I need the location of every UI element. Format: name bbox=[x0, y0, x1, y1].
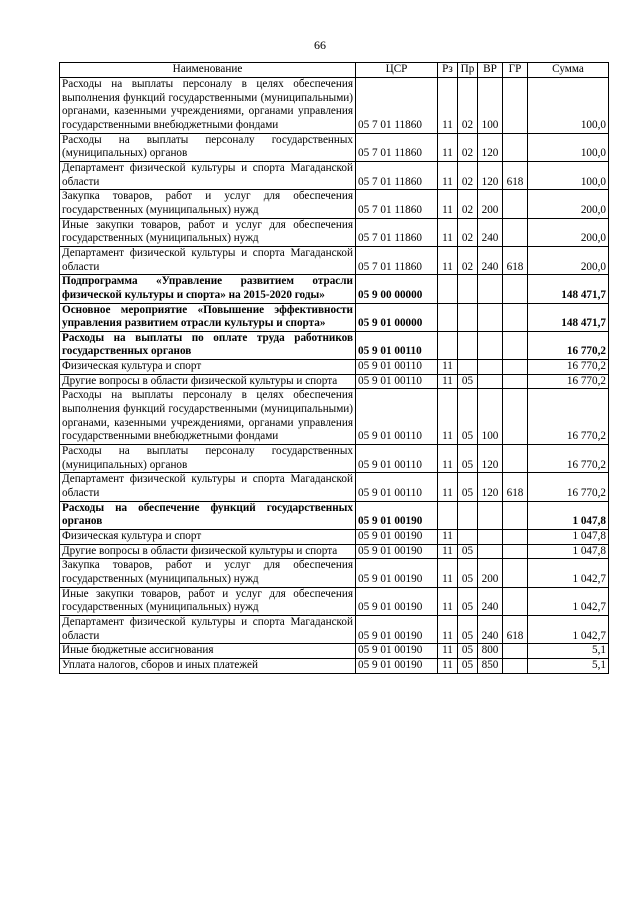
cell-gr: 618 bbox=[503, 473, 528, 501]
cell-csr: 05 9 01 00190 bbox=[356, 501, 438, 529]
header-pr: Пр bbox=[458, 63, 478, 78]
cell-rz bbox=[438, 501, 458, 529]
header-csr: ЦСР bbox=[356, 63, 438, 78]
cell-sum: 5,1 bbox=[528, 644, 609, 659]
cell-name: Подпрограмма «Управление развитием отрасли физической культуры и спорта» на 2015-2020 годы» bbox=[60, 275, 356, 303]
cell-rz: 11 bbox=[438, 374, 458, 389]
cell-vr: 120 bbox=[478, 473, 503, 501]
cell-csr: 05 9 01 00110 bbox=[356, 360, 438, 375]
cell-gr bbox=[503, 303, 528, 331]
cell-csr: 05 9 01 00190 bbox=[356, 587, 438, 615]
cell-pr: 05 bbox=[458, 389, 478, 445]
cell-sum: 1 042,7 bbox=[528, 559, 609, 587]
cell-pr bbox=[458, 360, 478, 375]
table-row bbox=[60, 658, 609, 673]
budget-table bbox=[59, 62, 609, 674]
cell-pr: 05 bbox=[458, 559, 478, 587]
cell-vr: 100 bbox=[478, 78, 503, 134]
cell-rz: 11 bbox=[438, 78, 458, 134]
cell-rz: 11 bbox=[438, 587, 458, 615]
cell-name: Расходы на выплаты персоналу государственных (муниципальных) органов bbox=[60, 133, 356, 161]
cell-rz: 11 bbox=[438, 161, 458, 189]
cell-pr: 05 bbox=[458, 644, 478, 659]
cell-sum: 1 047,8 bbox=[528, 530, 609, 545]
cell-pr: 05 bbox=[458, 544, 478, 559]
cell-rz: 11 bbox=[438, 218, 458, 246]
cell-name: Иные бюджетные ассигнования bbox=[60, 644, 356, 659]
cell-pr: 05 bbox=[458, 445, 478, 473]
cell-rz: 11 bbox=[438, 559, 458, 587]
cell-csr: 05 9 01 00110 bbox=[356, 331, 438, 359]
table-row bbox=[60, 161, 609, 189]
cell-csr: 05 7 01 11860 bbox=[356, 190, 438, 218]
cell-csr: 05 9 01 00190 bbox=[356, 544, 438, 559]
cell-pr bbox=[458, 530, 478, 545]
cell-sum: 100,0 bbox=[528, 78, 609, 134]
cell-gr bbox=[503, 133, 528, 161]
cell-rz: 11 bbox=[438, 360, 458, 375]
cell-csr: 05 9 01 00190 bbox=[356, 530, 438, 545]
cell-rz bbox=[438, 303, 458, 331]
cell-rz bbox=[438, 331, 458, 359]
cell-csr: 05 9 01 00000 bbox=[356, 303, 438, 331]
cell-name: Расходы на выплаты персоналу государственных (муниципальных) органов bbox=[60, 445, 356, 473]
cell-vr bbox=[478, 530, 503, 545]
cell-gr bbox=[503, 275, 528, 303]
cell-pr: 05 bbox=[458, 658, 478, 673]
cell-csr: 05 7 01 11860 bbox=[356, 218, 438, 246]
cell-vr: 240 bbox=[478, 615, 503, 643]
cell-vr: 800 bbox=[478, 644, 503, 659]
table-row bbox=[60, 190, 609, 218]
cell-pr bbox=[458, 331, 478, 359]
cell-vr: 240 bbox=[478, 218, 503, 246]
cell-vr bbox=[478, 374, 503, 389]
cell-name: Расходы на выплаты персоналу в целях обеспечения выполнения функций государственными (муниципальными) органами, казенными учреждениями, органами управления государственными внебюджетными фондами bbox=[60, 389, 356, 445]
cell-pr: 02 bbox=[458, 246, 478, 274]
cell-rz: 11 bbox=[438, 530, 458, 545]
cell-pr: 05 bbox=[458, 473, 478, 501]
cell-vr bbox=[478, 331, 503, 359]
cell-name: Расходы на выплаты по оплате труда работников государственных органов bbox=[60, 331, 356, 359]
cell-sum: 16 770,2 bbox=[528, 360, 609, 375]
cell-vr bbox=[478, 544, 503, 559]
cell-csr: 05 7 01 11860 bbox=[356, 133, 438, 161]
cell-gr bbox=[503, 587, 528, 615]
cell-csr: 05 7 01 11860 bbox=[356, 161, 438, 189]
cell-vr: 200 bbox=[478, 559, 503, 587]
cell-csr: 05 7 01 11860 bbox=[356, 78, 438, 134]
cell-gr bbox=[503, 331, 528, 359]
cell-vr: 100 bbox=[478, 389, 503, 445]
cell-sum: 16 770,2 bbox=[528, 473, 609, 501]
table-row bbox=[60, 544, 609, 559]
cell-name: Физическая культура и спорт bbox=[60, 530, 356, 545]
cell-sum: 200,0 bbox=[528, 218, 609, 246]
cell-rz: 11 bbox=[438, 133, 458, 161]
table-row bbox=[60, 303, 609, 331]
cell-name: Другие вопросы в области физической культуры и спорта bbox=[60, 544, 356, 559]
cell-vr: 120 bbox=[478, 445, 503, 473]
table-row bbox=[60, 331, 609, 359]
cell-name: Закупка товаров, работ и услуг для обеспечения государственных (муниципальных) нужд bbox=[60, 559, 356, 587]
table-row bbox=[60, 360, 609, 375]
cell-rz: 11 bbox=[438, 473, 458, 501]
cell-csr: 05 9 01 00190 bbox=[356, 658, 438, 673]
cell-csr: 05 9 01 00110 bbox=[356, 389, 438, 445]
table-row bbox=[60, 501, 609, 529]
cell-sum: 16 770,2 bbox=[528, 389, 609, 445]
cell-name: Расходы на выплаты персоналу в целях обеспечения выполнения функций государственными (муниципальными) органами, казенными учреждениями, органами управления государственными внебюджетными фондами bbox=[60, 78, 356, 134]
cell-sum: 5,1 bbox=[528, 658, 609, 673]
cell-pr bbox=[458, 501, 478, 529]
cell-csr: 05 9 00 00000 bbox=[356, 275, 438, 303]
table-row bbox=[60, 445, 609, 473]
cell-sum: 1 047,8 bbox=[528, 544, 609, 559]
cell-pr bbox=[458, 303, 478, 331]
cell-csr: 05 9 01 00110 bbox=[356, 374, 438, 389]
cell-gr bbox=[503, 374, 528, 389]
table-row bbox=[60, 644, 609, 659]
cell-rz: 11 bbox=[438, 658, 458, 673]
cell-name: Департамент физической культуры и спорта Магаданской области bbox=[60, 246, 356, 274]
cell-gr bbox=[503, 559, 528, 587]
cell-gr bbox=[503, 445, 528, 473]
cell-vr: 240 bbox=[478, 246, 503, 274]
cell-name: Департамент физической культуры и спорта Магаданской области bbox=[60, 615, 356, 643]
cell-sum: 1 047,8 bbox=[528, 501, 609, 529]
cell-csr: 05 9 01 00110 bbox=[356, 473, 438, 501]
cell-pr: 02 bbox=[458, 161, 478, 189]
cell-name: Уплата налогов, сборов и иных платежей bbox=[60, 658, 356, 673]
header-sum: Сумма bbox=[528, 63, 609, 78]
cell-vr: 120 bbox=[478, 161, 503, 189]
cell-pr bbox=[458, 275, 478, 303]
cell-csr: 05 9 01 00190 bbox=[356, 615, 438, 643]
cell-rz: 11 bbox=[438, 644, 458, 659]
cell-pr: 02 bbox=[458, 218, 478, 246]
cell-pr: 05 bbox=[458, 587, 478, 615]
header-vr: ВР bbox=[478, 63, 503, 78]
header-gr: ГР bbox=[503, 63, 528, 78]
cell-csr: 05 9 01 00190 bbox=[356, 644, 438, 659]
header-rz: Рз bbox=[438, 63, 458, 78]
cell-sum: 100,0 bbox=[528, 133, 609, 161]
cell-sum: 148 471,7 bbox=[528, 303, 609, 331]
table-row bbox=[60, 473, 609, 501]
cell-name: Департамент физической культуры и спорта Магаданской области bbox=[60, 161, 356, 189]
table-body bbox=[60, 78, 609, 674]
cell-gr bbox=[503, 530, 528, 545]
cell-csr: 05 9 01 00190 bbox=[356, 559, 438, 587]
cell-gr bbox=[503, 644, 528, 659]
cell-vr bbox=[478, 501, 503, 529]
cell-vr: 200 bbox=[478, 190, 503, 218]
cell-pr: 05 bbox=[458, 615, 478, 643]
cell-sum: 1 042,7 bbox=[528, 615, 609, 643]
cell-gr bbox=[503, 389, 528, 445]
cell-gr bbox=[503, 658, 528, 673]
cell-vr: 240 bbox=[478, 587, 503, 615]
cell-gr bbox=[503, 360, 528, 375]
cell-gr: 618 bbox=[503, 246, 528, 274]
cell-gr: 618 bbox=[503, 161, 528, 189]
cell-name: Департамент физической культуры и спорта Магаданской области bbox=[60, 473, 356, 501]
cell-gr bbox=[503, 218, 528, 246]
cell-vr: 850 bbox=[478, 658, 503, 673]
cell-sum: 148 471,7 bbox=[528, 275, 609, 303]
cell-vr: 120 bbox=[478, 133, 503, 161]
cell-gr bbox=[503, 190, 528, 218]
cell-pr: 02 bbox=[458, 190, 478, 218]
cell-rz bbox=[438, 275, 458, 303]
cell-rz: 11 bbox=[438, 246, 458, 274]
cell-name: Закупка товаров, работ и услуг для обеспечения государственных (муниципальных) нужд bbox=[60, 190, 356, 218]
cell-vr bbox=[478, 275, 503, 303]
cell-gr bbox=[503, 501, 528, 529]
table-row bbox=[60, 615, 609, 643]
table-row bbox=[60, 530, 609, 545]
cell-csr: 05 7 01 11860 bbox=[356, 246, 438, 274]
table-row bbox=[60, 275, 609, 303]
table-header-row bbox=[60, 63, 609, 78]
cell-rz: 11 bbox=[438, 389, 458, 445]
table-row bbox=[60, 218, 609, 246]
cell-sum: 200,0 bbox=[528, 190, 609, 218]
cell-rz: 11 bbox=[438, 544, 458, 559]
cell-sum: 16 770,2 bbox=[528, 445, 609, 473]
cell-name: Другие вопросы в области физической культуры и спорта bbox=[60, 374, 356, 389]
table-row bbox=[60, 133, 609, 161]
cell-sum: 100,0 bbox=[528, 161, 609, 189]
cell-name: Физическая культура и спорт bbox=[60, 360, 356, 375]
table-row bbox=[60, 559, 609, 587]
cell-name: Основное мероприятие «Повышение эффективности управления развитием отрасли культуры и спорта» bbox=[60, 303, 356, 331]
cell-csr: 05 9 01 00110 bbox=[356, 445, 438, 473]
cell-gr bbox=[503, 78, 528, 134]
cell-rz: 11 bbox=[438, 445, 458, 473]
cell-name: Иные закупки товаров, работ и услуг для обеспечения государственных (муниципальных) нужд bbox=[60, 218, 356, 246]
header-name: Наименование bbox=[60, 63, 356, 78]
cell-vr bbox=[478, 360, 503, 375]
table-row bbox=[60, 78, 609, 134]
cell-gr bbox=[503, 544, 528, 559]
cell-vr bbox=[478, 303, 503, 331]
cell-sum: 16 770,2 bbox=[528, 331, 609, 359]
cell-pr: 02 bbox=[458, 133, 478, 161]
cell-rz: 11 bbox=[438, 190, 458, 218]
cell-name: Иные закупки товаров, работ и услуг для обеспечения государственных (муниципальных) нужд bbox=[60, 587, 356, 615]
cell-sum: 16 770,2 bbox=[528, 374, 609, 389]
table-row bbox=[60, 389, 609, 445]
cell-sum: 1 042,7 bbox=[528, 587, 609, 615]
cell-pr: 02 bbox=[458, 78, 478, 134]
cell-gr: 618 bbox=[503, 615, 528, 643]
cell-name: Расходы на обеспечение функций государственных органов bbox=[60, 501, 356, 529]
table-row bbox=[60, 374, 609, 389]
table-row bbox=[60, 246, 609, 274]
table-row bbox=[60, 587, 609, 615]
cell-rz: 11 bbox=[438, 615, 458, 643]
cell-pr: 05 bbox=[458, 374, 478, 389]
page-number: 66 bbox=[314, 38, 326, 52]
cell-sum: 200,0 bbox=[528, 246, 609, 274]
